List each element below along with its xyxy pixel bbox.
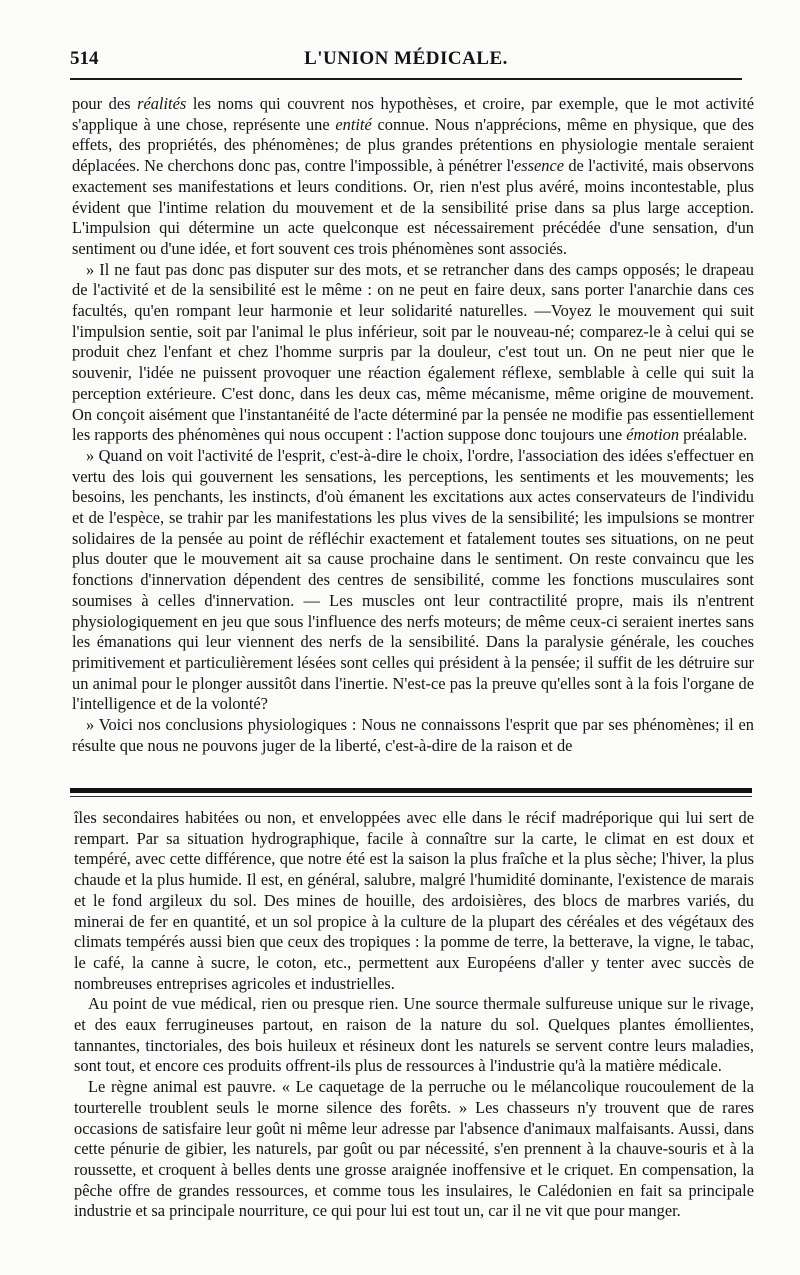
article-paragraph-1 bbox=[72, 94, 754, 260]
page-number: 514 bbox=[70, 48, 99, 69]
divider-thin-rule bbox=[70, 796, 752, 797]
text-run: pour des bbox=[72, 94, 138, 113]
feuilleton-section bbox=[74, 808, 754, 1222]
article-paragraph-3: » Quand on voit l'activité de l'esprit, c'est-à-dire le choix, l'ordre, l'association des idées s'effectuer en vertu des lois qui gouvernent les sensations, les perceptions, les sentiments et les mouvements; les besoins, les penchants, les instincts, d'où émanent les excitations aux actes conservateurs de l'individu et de l'espèce, se trahir par les manifestations les plus vives de la sensibilité; les impulsions se montrer solidaires de la pensée au point de réfléchir exactement et fatalement toutes ses situations, on ne peut plus douter que le mouvement ait sa cause prochaine dans le sentiment. On reste convaincu que les fonctions d'innervation dépendent des centres de sensibilité, comme les fonctions musculaires sont soumises à celles d'innervation. — Les muscles ont leur contractilité propre, mais ils n'entrent physiologiquement en jeu que sous l'influence des nerfs moteurs; de même ceux-ci seraient inertes sans les émanations qui leur viennent des nerfs de la sensibilité. Dans la paralysie générale, les couches primitivement et particulièrement lésées sont celles qui président à la pensée; il suffit de les détruire sur un animal pour le plonger aussitôt dans l'inertie. N'est-ce pas la preuve qu'elles sont à la fois l'organe de l'intelligence et de la volonté? bbox=[72, 445, 754, 714]
page-header bbox=[70, 44, 742, 74]
text-run: préalable. bbox=[679, 425, 748, 445]
feuilleton-paragraph-3: Le règne animal est pauvre. « Le caquetage de la perruche ou le mélancolique roucoulement de la tourterelle troublent seuls le morne silence des forêts. » Les chasseurs n'y trouvent que de rares occasions de satisfaire leur goût ni même leur adresse par l'absence d'animaux malfaisants. Aussi, dans cette pénurie de gibier, les naturels, par goût ou par nécessité, s'en prennent à la chauve-souris et à la roussette, et croquent à belles dents une grosse araignée inoffensive et le criquet. En compensation, la pêche offre de grandes ressources, et comme tous les insulaires, le Calédonien en fait sa principale industrie et sa principale nourriture, ce qui pour lui est tout un, car il ne vit que pour manger. bbox=[74, 1077, 754, 1221]
header-rule bbox=[70, 78, 742, 80]
feuilleton-divider bbox=[70, 788, 752, 800]
main-article bbox=[72, 94, 754, 757]
emphasis-text: émotion bbox=[626, 425, 680, 445]
emphasis-text: essence bbox=[513, 156, 565, 176]
article-paragraph-2 bbox=[72, 260, 754, 446]
running-title: L'UNION MÉDICALE. bbox=[304, 48, 508, 69]
emphasis-text: réalités bbox=[137, 94, 187, 113]
text-run: de l'activité, mais observons exactement ses manifestations et leurs conditions. Or, rien n'est plus avéré, moins incontestable, plus évident que l'intime relation du mouvement et de la sensibilité prise dans sa plus large acception. L'impulsion qui détermine un acte quelconque est nécessairement précédée d'une sensation, d'un sentiment ou d'une idée, et fort souvent ces trois phénomènes sont associés. bbox=[72, 156, 755, 258]
text-run: les noms qui couvrent nos hypothèses, et croire, par exemple, que le mot activité s'applique à une chose, représente une bbox=[72, 94, 755, 134]
text-run: » Il ne faut pas donc pas disputer sur des mots, et se retrancher dans des camps opposés; le drapeau de l'activité et de la sensibilité est le même : on ne peut en faire deux, sans porter l'anarchie dans ces facultés, qu'en rompant leur harmonie et leur solidarité naturelles. —Voyez le mouvement qui suit l'impulsion sentie, soit par l'animal le plus inférieur, soit par le nouveau-né; comparez-le à celui qui se produit chez l'enfant et chez l'homme surpris par la douleur, c'est tout un. On ne peut nier que le souvenir, l'idée ne puissent provoquer une réaction également réflexe, semblable à celle qui suit la perception extérieure. C'est donc, dans les deux cas, même mécanisme, même origine de mouvement. On conçoit aisément que l'instantanéité de l'acte déterminé par la pensée ne modifie pas essentiellement les rapports des phénomènes qui nous occupent : l'action suppose donc toujours une bbox=[72, 259, 754, 445]
feuilleton-paragraph-1: îles secondaires habitées ou non, et enveloppées avec elle dans le récif madréporique qui lui sert de rempart. Par sa situation hydrographique, facile à connaître sur la carte, le climat en est doux et tempéré, avec cette différence, que notre été est la saison la plus fraîche et la plus sèche; l'hiver, la plus chaude et la plus humide. Il est, en général, salubre, malgré l'humidité dominante, l'existence de marais et le fond argileux du sol. Des mines de houille, des ardoisières, des blocs de marbres variés, du minerai de fer en quantité, et un sol propice à la culture de la plupart des céréales et des végétaux des climats tempérés aussi bien que ceux des tropiques : la pomme de terre, la betterave, la vigne, le tabac, le café, la canne à sucre, le coton, etc., permettent aux Européens d'aller y tenter avec succès de nombreuses entreprises agricoles et industrielles. bbox=[74, 808, 754, 993]
emphasis-text: entité bbox=[335, 114, 372, 134]
article-paragraph-4: » Voici nos conclusions physiologiques : Nous ne connaissons l'esprit que par ses phénomènes; il en résulte que nous ne pouvons juger de la liberté, c'est-à-dire de la raison et de bbox=[72, 715, 754, 755]
text-run: connue. Nous n'apprécions, même en physique, que des effets, des propriétés, des phénomènes; de plus grandes prétentions en physiologie mentale seraient déplacées. Ne cherchons donc pas, contre l'impossible, à pénétrer l' bbox=[72, 114, 755, 176]
feuilleton-paragraph-2: Au point de vue médical, rien ou presque rien. Une source thermale sulfureuse unique sur le rivage, et des eaux ferrugineuses partout, en raison de la nature du sol. Quelques plantes émollientes, tannantes, tinctoriales, des bois huileux et résineux dont les naturels se servent contre leurs maladies, sont tout, et encore ces produits offrent-ils plus de ressources à l'industrie qu'à la matière médicale. bbox=[74, 994, 754, 1076]
divider-thick-rule bbox=[70, 788, 752, 793]
